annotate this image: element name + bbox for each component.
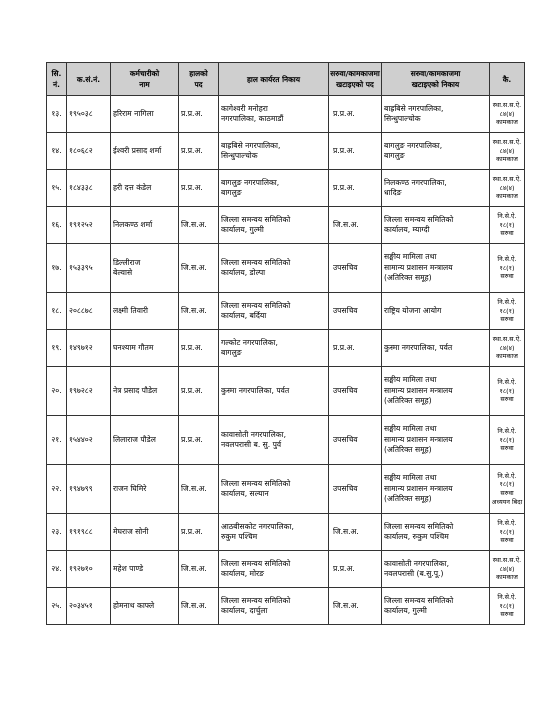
row-transfer-office: सङ्घीय मामिला तथा सामान्य प्रशासन मन्त्रालय (अतिरिक्त समूह)	[382, 244, 490, 293]
header-name: कर्मचारीको नाम	[111, 63, 179, 96]
remarks-line: १८(१)	[499, 435, 515, 444]
row-current-office: गल्कोट नगरपालिका, बागलुङ	[219, 330, 329, 367]
row-transfer-position: जि.स.अ.	[329, 514, 382, 551]
row-remarks	[490, 293, 525, 330]
row-serial-number: १८.	[47, 293, 67, 330]
row-current-office: आठबीसकोट नगरपालिका, रुकुम पश्चिम	[219, 514, 329, 551]
header-sn: सि. नं.	[47, 63, 67, 96]
header-row	[47, 63, 525, 96]
row-remarks	[490, 514, 525, 551]
remarks-line: सरुवा	[500, 610, 514, 619]
row-transfer-position: उपसचिव	[329, 244, 382, 293]
table-row	[47, 330, 525, 367]
row-current-position: जि.स.अ.	[179, 244, 219, 293]
row-employee-name: हरिराम नागिला	[111, 96, 179, 133]
row-remarks	[490, 416, 525, 465]
row-current-office: जिल्ला समन्वय समितिको कार्यालय, डोल्पा	[219, 244, 329, 293]
row-employee-name: राजन घिमिरे	[111, 465, 179, 514]
row-serial-number: २०.	[47, 367, 67, 416]
remarks-line: ८४(४)	[499, 564, 515, 573]
row-transfer-position: प्र.प्र.अ.	[329, 330, 382, 367]
row-transfer-office: निलकण्ठ नगरपालिका, धादिङ	[382, 170, 490, 207]
row-employee-name: महेश पाण्डे	[111, 551, 179, 588]
row-serial-number: १७.	[47, 244, 67, 293]
row-current-office: बाह्रबिसे नगरपालिका, सिन्धुपाल्चोक	[219, 133, 329, 170]
row-transfer-position: प्र.प्र.अ.	[329, 133, 382, 170]
row-transfer-office: राष्ट्रिय योजना आयोग	[382, 293, 490, 330]
row-serial-number: १३.	[47, 96, 67, 133]
row-remarks	[490, 551, 525, 588]
table-row	[47, 514, 525, 551]
row-employee-name: हरी दत्त कंडेल	[111, 170, 179, 207]
remarks-line: नि.से.ऐ.	[497, 593, 517, 602]
row-transfer-position: उपसचिव	[329, 416, 382, 465]
row-current-office: कुस्मा नगरपालिका, पर्वत	[219, 367, 329, 416]
row-ks-number: २०८८७८	[67, 293, 111, 330]
row-current-office: कावासोती नगरपालिका, नवलपरासी ब. सु. पुर्व	[219, 416, 329, 465]
table-row	[47, 170, 525, 207]
row-current-office: जिल्ला समन्वय समितिको कार्यालय, दार्चुला	[219, 588, 329, 625]
row-serial-number: २४.	[47, 551, 67, 588]
remarks-line: सरुवा	[500, 315, 514, 324]
row-current-office: बागलुङ नगरपालिका, बागलुङ	[219, 170, 329, 207]
table-row	[47, 244, 525, 293]
row-current-position: प्र.प्र.अ.	[179, 367, 219, 416]
row-transfer-office: सङ्घीय मामिला तथा सामान्य प्रशासन मन्त्रालय (अतिरिक्त समूह)	[382, 367, 490, 416]
row-transfer-office: जिल्ला समन्वय समितिको कार्यालय, गुल्मी	[382, 588, 490, 625]
remarks-line: ८४(४)	[499, 343, 515, 352]
remarks-line: १८(१)	[499, 601, 515, 610]
row-ks-number: १९२७१०	[67, 551, 111, 588]
row-remarks	[490, 588, 525, 625]
remarks-line: नि.से.ऐ.	[497, 378, 517, 387]
table-row	[47, 207, 525, 244]
row-remarks	[490, 207, 525, 244]
row-remarks	[490, 133, 525, 170]
remarks-line: सरुवा	[500, 536, 514, 545]
table-row	[47, 588, 525, 625]
row-remarks	[490, 170, 525, 207]
row-current-position: प्र.प्र.अ.	[179, 170, 219, 207]
row-transfer-position: उपसचिव	[329, 293, 382, 330]
row-transfer-position: प्र.प्र.अ.	[329, 96, 382, 133]
row-transfer-position: उपसचिव	[329, 465, 382, 514]
row-transfer-office: बागलुङ नगरपालिका, बागलुङ	[382, 133, 490, 170]
row-serial-number: १९.	[47, 330, 67, 367]
row-transfer-office: सङ्घीय मामिला तथा सामान्य प्रशासन मन्त्रालय (अतिरिक्त समूह)	[382, 416, 490, 465]
table-row	[47, 96, 525, 133]
row-serial-number: २३.	[47, 514, 67, 551]
remarks-line: स्था.स.स.ऐ.	[492, 138, 522, 147]
table-row	[47, 416, 525, 465]
row-serial-number: २१.	[47, 416, 67, 465]
row-current-position: प्र.प्र.अ.	[179, 330, 219, 367]
row-current-position: जि.स.अ.	[179, 465, 219, 514]
remarks-line: नि.से.ऐ.	[497, 471, 517, 480]
row-remarks	[490, 244, 525, 293]
remarks-line: ८४(४)	[499, 183, 515, 192]
row-ks-number: १९१२५२	[67, 207, 111, 244]
row-transfer-position: उपसचिव	[329, 367, 382, 416]
table-row	[47, 133, 525, 170]
row-transfer-position: जि.स.अ.	[329, 207, 382, 244]
row-transfer-office: जिल्ला समन्वय समितिको कार्यालय, म्याग्दी	[382, 207, 490, 244]
remarks-line: ८४(४)	[499, 146, 515, 155]
header-position: हालको पद	[179, 63, 219, 96]
remarks-line: स्था.स.स.ऐ.	[492, 335, 522, 344]
row-current-office: जिल्ला समन्वय समितिको कार्यालय, मोरङ	[219, 551, 329, 588]
remarks-line: कामकाज	[496, 573, 518, 582]
row-current-position: जि.स.अ.	[179, 293, 219, 330]
row-transfer-position: प्र.प्र.अ.	[329, 551, 382, 588]
remarks-line: सरुवा	[500, 229, 514, 238]
row-transfer-position: प्र.प्र.अ.	[329, 170, 382, 207]
remarks-line: १८(१)	[499, 480, 515, 489]
header-current-office: हाल कार्यरत निकाय	[219, 63, 329, 96]
remarks-line: अध्ययन बिदा	[491, 497, 523, 506]
row-ks-number: १४९७१२	[67, 330, 111, 367]
row-current-position: जि.स.अ.	[179, 551, 219, 588]
transfer-table	[46, 62, 525, 625]
row-ks-number: १९१९८८	[67, 514, 111, 551]
row-current-position: प्र.प्र.अ.	[179, 96, 219, 133]
remarks-line: स्था.स.स.ऐ.	[492, 101, 522, 110]
row-transfer-office: कावासोती नगरपालिका, नवलपरासी (ब.सु.पू.)	[382, 551, 490, 588]
header-transfer-office: सरुवा/कामकाजमा खटाइएको निकाय	[382, 63, 490, 96]
row-remarks	[490, 367, 525, 416]
row-current-position: जि.स.अ.	[179, 588, 219, 625]
row-employee-name: होमनाथ काफ्ले	[111, 588, 179, 625]
remarks-line: सरुवा	[500, 444, 514, 453]
row-serial-number: १६.	[47, 207, 67, 244]
row-ks-number: १८०६८२	[67, 133, 111, 170]
header-remarks: कै.	[490, 63, 525, 96]
remarks-line: स्था.स.स.ऐ.	[492, 556, 522, 565]
row-serial-number: २२.	[47, 465, 67, 514]
row-current-position: प्र.प्र.अ.	[179, 514, 219, 551]
remarks-line: कामकाज	[496, 352, 518, 361]
remarks-line: १८(१)	[499, 527, 515, 536]
remarks-line: कामकाज	[496, 155, 518, 164]
remarks-line: सरुवा	[500, 489, 514, 497]
remarks-line: सरुवा	[500, 395, 514, 404]
row-remarks	[490, 330, 525, 367]
remarks-line: नि.से.ऐ.	[497, 427, 517, 436]
row-remarks	[490, 96, 525, 133]
table-row	[47, 551, 525, 588]
row-current-office: जिल्ला समन्वय समितिको कार्यालय, सल्यान	[219, 465, 329, 514]
row-current-position: प्र.प्र.अ.	[179, 416, 219, 465]
row-transfer-office: सङ्घीय मामिला तथा सामान्य प्रशासन मन्त्रालय (अतिरिक्त समूह)	[382, 465, 490, 514]
header-ks-no: क.सं.नं.	[67, 63, 111, 96]
table-body	[47, 96, 525, 625]
row-remarks	[490, 465, 525, 514]
row-employee-name: डिल्लीराज बेल्वासे	[111, 244, 179, 293]
row-current-position: प्र.प्र.अ.	[179, 133, 219, 170]
row-employee-name: नेत्र प्रसाद पौडेल	[111, 367, 179, 416]
row-ks-number: २०३४५१	[67, 588, 111, 625]
row-employee-name: लक्ष्मी तिवारी	[111, 293, 179, 330]
row-serial-number: १४.	[47, 133, 67, 170]
row-transfer-position: जि.स.अ.	[329, 588, 382, 625]
remarks-line: १८(१)	[499, 386, 515, 395]
row-employee-name: ईश्वरी प्रसाद शर्मा	[111, 133, 179, 170]
row-serial-number: १५.	[47, 170, 67, 207]
row-transfer-office: जिल्ला समन्वय समितिको कार्यालय, रुकुम पश्चिम	[382, 514, 490, 551]
row-transfer-office: बाह्रबिसे नगरपालिका, सिन्धुपाल्चोक	[382, 96, 490, 133]
row-current-office: कागेश्वरी मनोहरा नगरपालिका, काठमाडौं	[219, 96, 329, 133]
row-ks-number: १९५०३८	[67, 96, 111, 133]
row-current-office: जिल्ला समन्वय समितिको कार्यालय, बर्दिया	[219, 293, 329, 330]
remarks-line: नि.से.ऐ.	[497, 519, 517, 528]
table-row	[47, 293, 525, 330]
row-ks-number: १५३३९५	[67, 244, 111, 293]
row-employee-name: लिलाराज पौडेल	[111, 416, 179, 465]
table-row	[47, 367, 525, 416]
remarks-line: कामकाज	[496, 118, 518, 127]
remarks-line: १८(१)	[499, 220, 515, 229]
remarks-line: ८४(४)	[499, 109, 515, 118]
table-row	[47, 465, 525, 514]
row-transfer-office: कुस्मा नगरपालिका, पर्वत	[382, 330, 490, 367]
row-current-position: जि.स.अ.	[179, 207, 219, 244]
remarks-line: सरुवा	[500, 272, 514, 281]
remarks-line: १८(१)	[499, 263, 515, 272]
remarks-line: नि.से.ऐ.	[497, 255, 517, 264]
row-employee-name: मेघराज सोनी	[111, 514, 179, 551]
row-current-office: जिल्ला समन्वय समितिको कार्यालय, गुल्मी	[219, 207, 329, 244]
row-employee-name: घनश्याम गौतम	[111, 330, 179, 367]
remarks-line: १८(१)	[499, 306, 515, 315]
row-ks-number: १५४४०२	[67, 416, 111, 465]
remarks-line: स्था.स.स.ऐ.	[492, 175, 522, 184]
remarks-line: कामकाज	[496, 192, 518, 201]
header-transfer-position: सरुवा/कामकाजमा खटाइएको पद	[329, 63, 382, 96]
row-ks-number: १९४७९९	[67, 465, 111, 514]
row-ks-number: १९७२८२	[67, 367, 111, 416]
row-ks-number: १८४३३८	[67, 170, 111, 207]
remarks-line: नि.से.ऐ.	[497, 298, 517, 307]
row-employee-name: निलकण्ठ शर्मा	[111, 207, 179, 244]
row-serial-number: २५.	[47, 588, 67, 625]
remarks-line: नि.से.ऐ.	[497, 212, 517, 221]
